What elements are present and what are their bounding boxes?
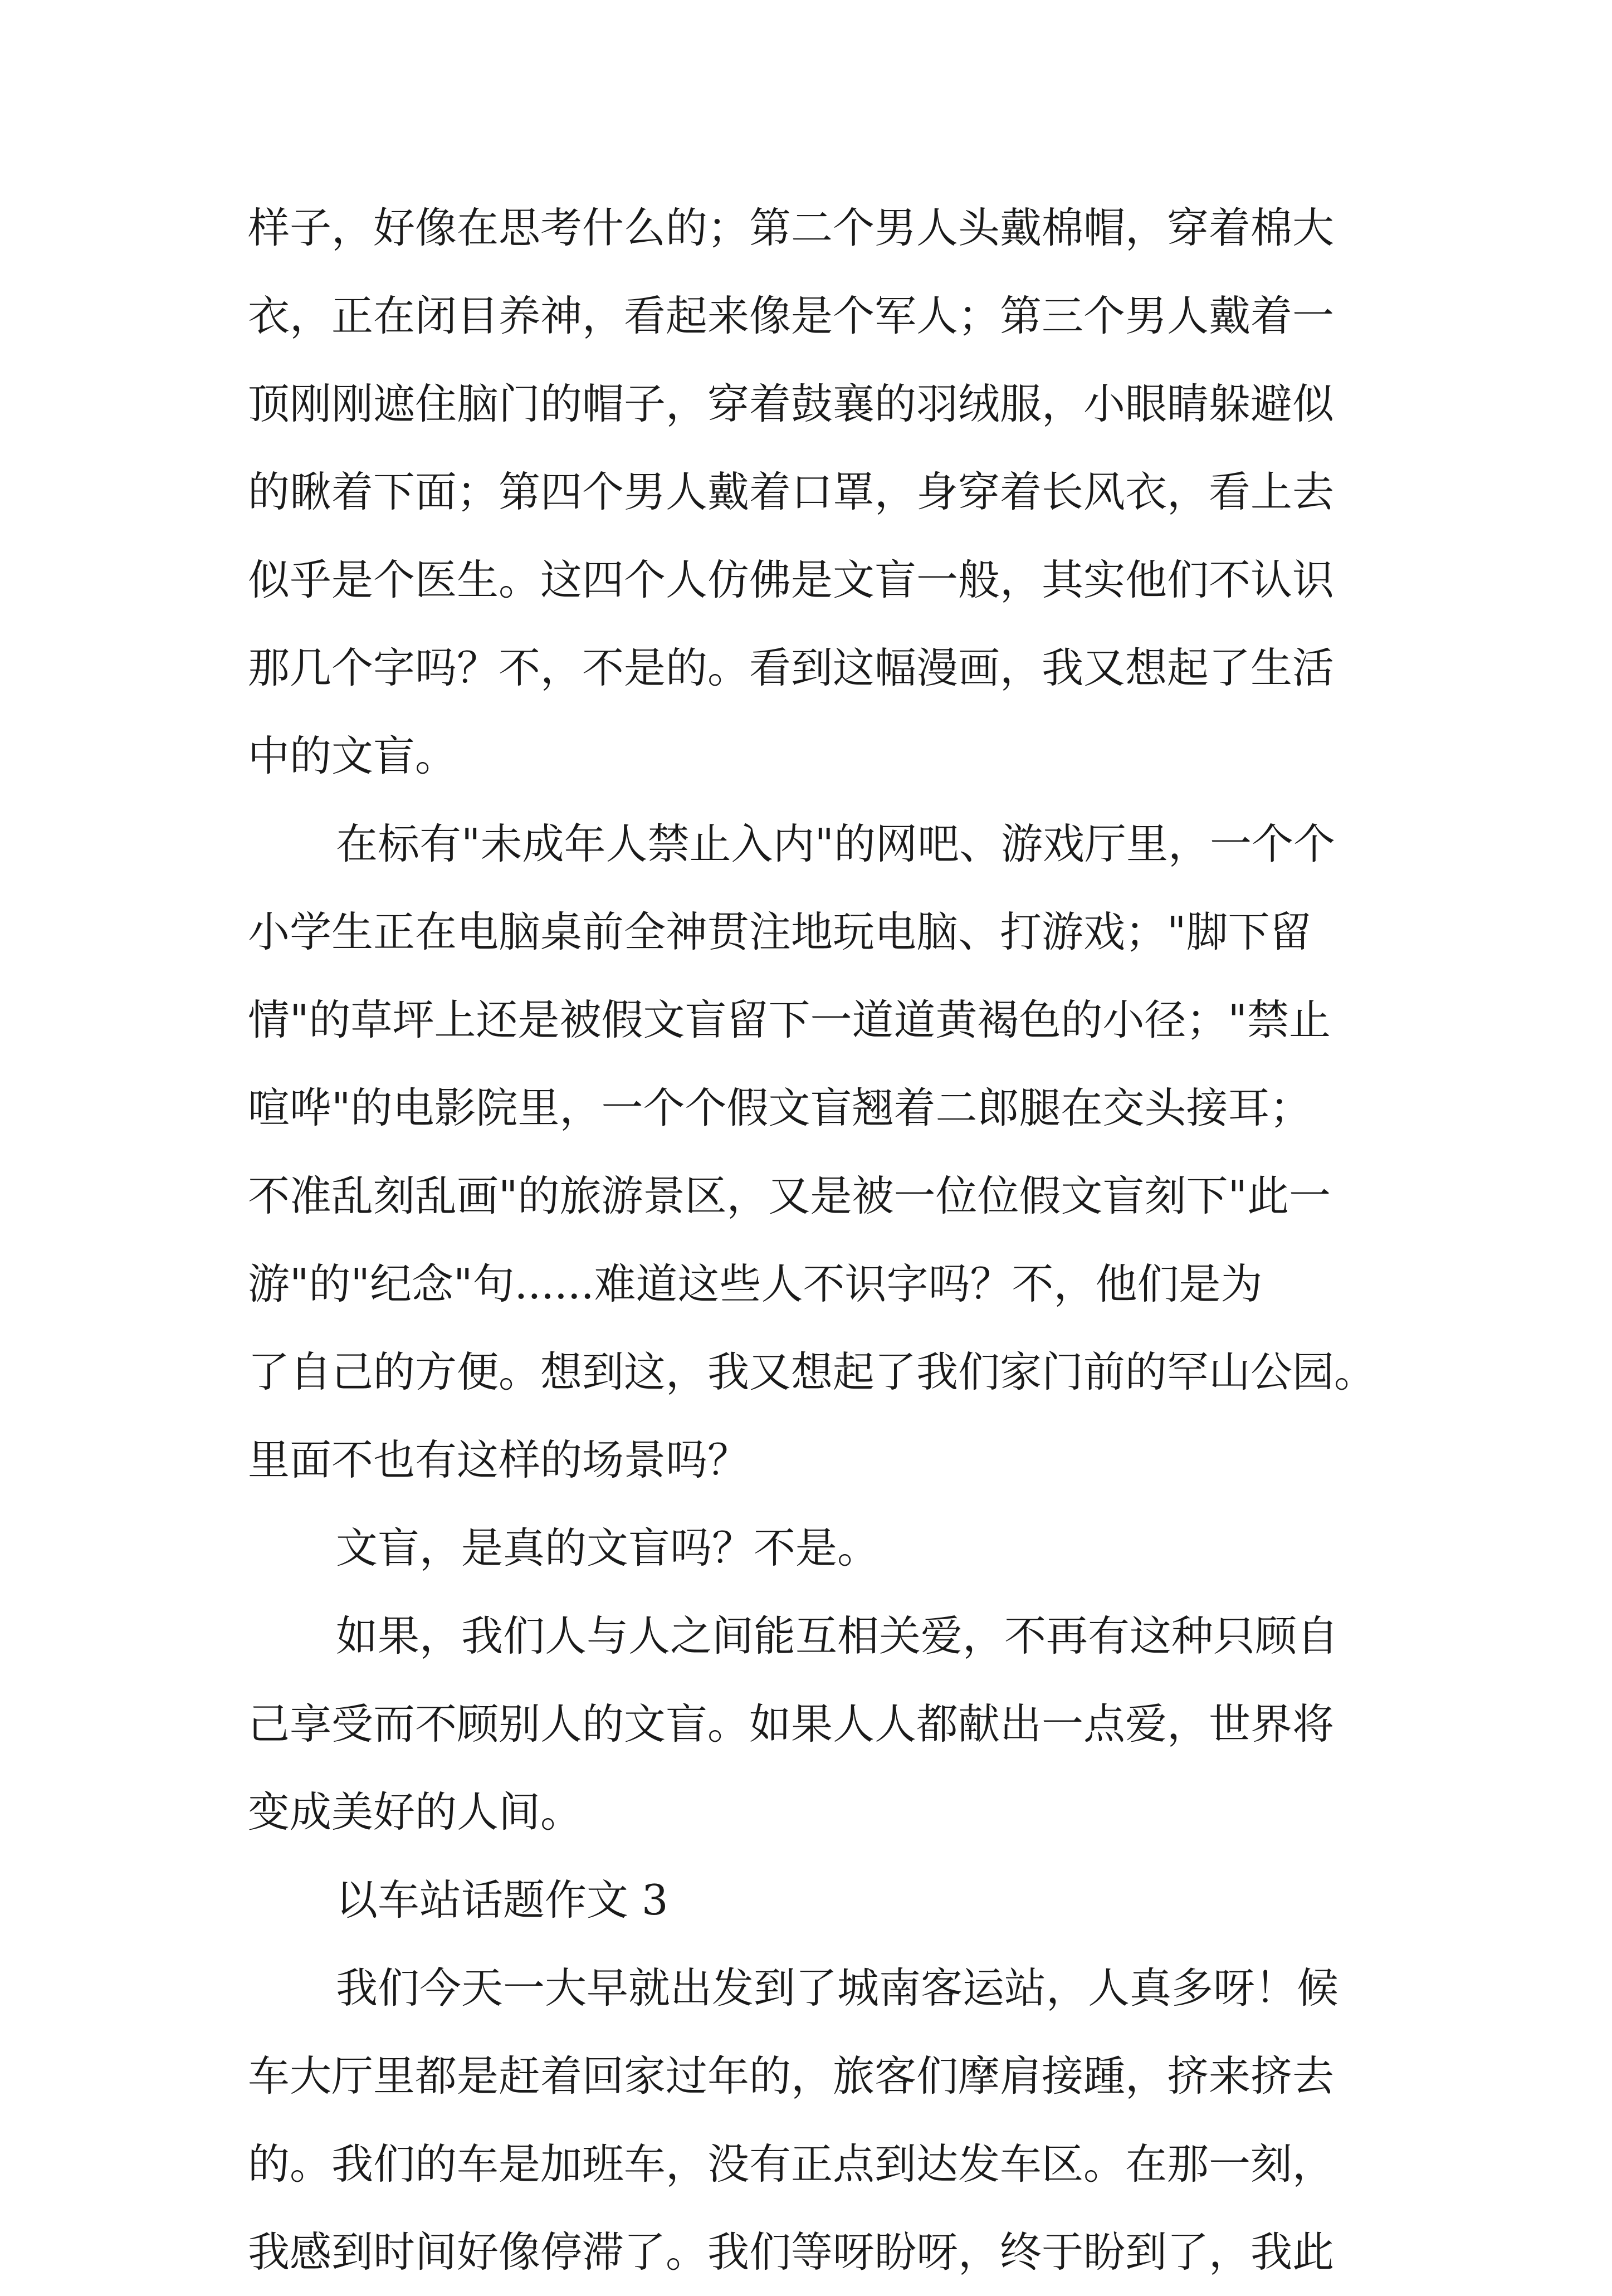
text-line: 顶刚刚遮住脑门的帽子，穿着鼓襄的羽绒服，小眼睛躲避似 [248,379,1335,428]
text-line: 了自己的方便。想到这，我又想起了我们家门前的罕山公园。 [248,1347,1376,1396]
text-line: 样子，好像在思考什么的；第二个男人头戴棉帽，穿着棉大 [248,203,1335,252]
text-line: 似乎是个医生。这四个人仿佛是文盲一般，其实他们不认识 [248,555,1335,604]
text-line: 己享受而不顾别人的文盲。如果人人都献出一点爱，世界将 [248,1699,1335,1748]
body-text [248,184,1384,2296]
text-line: 那几个字吗？不，不是的。看到这幅漫画，我又想起了生活 [248,643,1335,692]
text-line: 变成美好的人间。 [248,1787,583,1836]
text-line: 里面不也有这样的场景吗？ [248,1435,750,1484]
paragraph-start-line: 文盲，是真的文盲吗？不是。 [336,1523,880,1572]
text-line: 中的文盲。 [248,731,457,780]
text-line: 我感到时间好像停滞了。我们等呀盼呀，终于盼到了，我此 [248,2227,1335,2277]
text-line: 情"的草坪上还是被假文盲留下一道道黄褐色的小径；"禁止 [248,995,1331,1044]
text-line: 不准乱刻乱画"的旅游景区，又是被一位位假文盲刻下"此一 [248,1171,1331,1220]
section-heading: 以车站话题作文 3 [336,1875,668,1924]
text-line: 衣，正在闭目养神，看起来像是个军人；第三个男人戴着一 [248,291,1335,340]
paragraph-start-line: 如果，我们人与人之间能互相关爱，不再有这种只顾自 [336,1611,1339,1660]
text-line: 车大厅里都是赶着回家过年的，旅客们摩肩接踵，挤来挤去 [248,2051,1335,2100]
text-line: 喧哗"的电影院里，一个个假文盲翘着二郎腿在交头接耳； [248,1083,1312,1132]
text-line: 游"的"纪念"句......难道这些人不识字吗？不，他们是为 [248,1259,1263,1308]
text-line: 小学生正在电脑桌前全神贯注地玩电脑、打游戏；"脚下留 [248,907,1312,956]
paragraph-start-line: 我们今天一大早就出发到了城南客运站，人真多呀！候 [336,1963,1339,2012]
text-line: 的瞅着下面；第四个男人戴着口罩，身穿着长风衣，看上去 [248,467,1335,516]
text-line: 的。我们的车是加班车，没有正点到达发车区。在那一刻， [248,2139,1335,2188]
paragraph-start-line: 在标有"未成年人禁止入内"的网吧、游戏厅里，一个个 [336,819,1335,868]
